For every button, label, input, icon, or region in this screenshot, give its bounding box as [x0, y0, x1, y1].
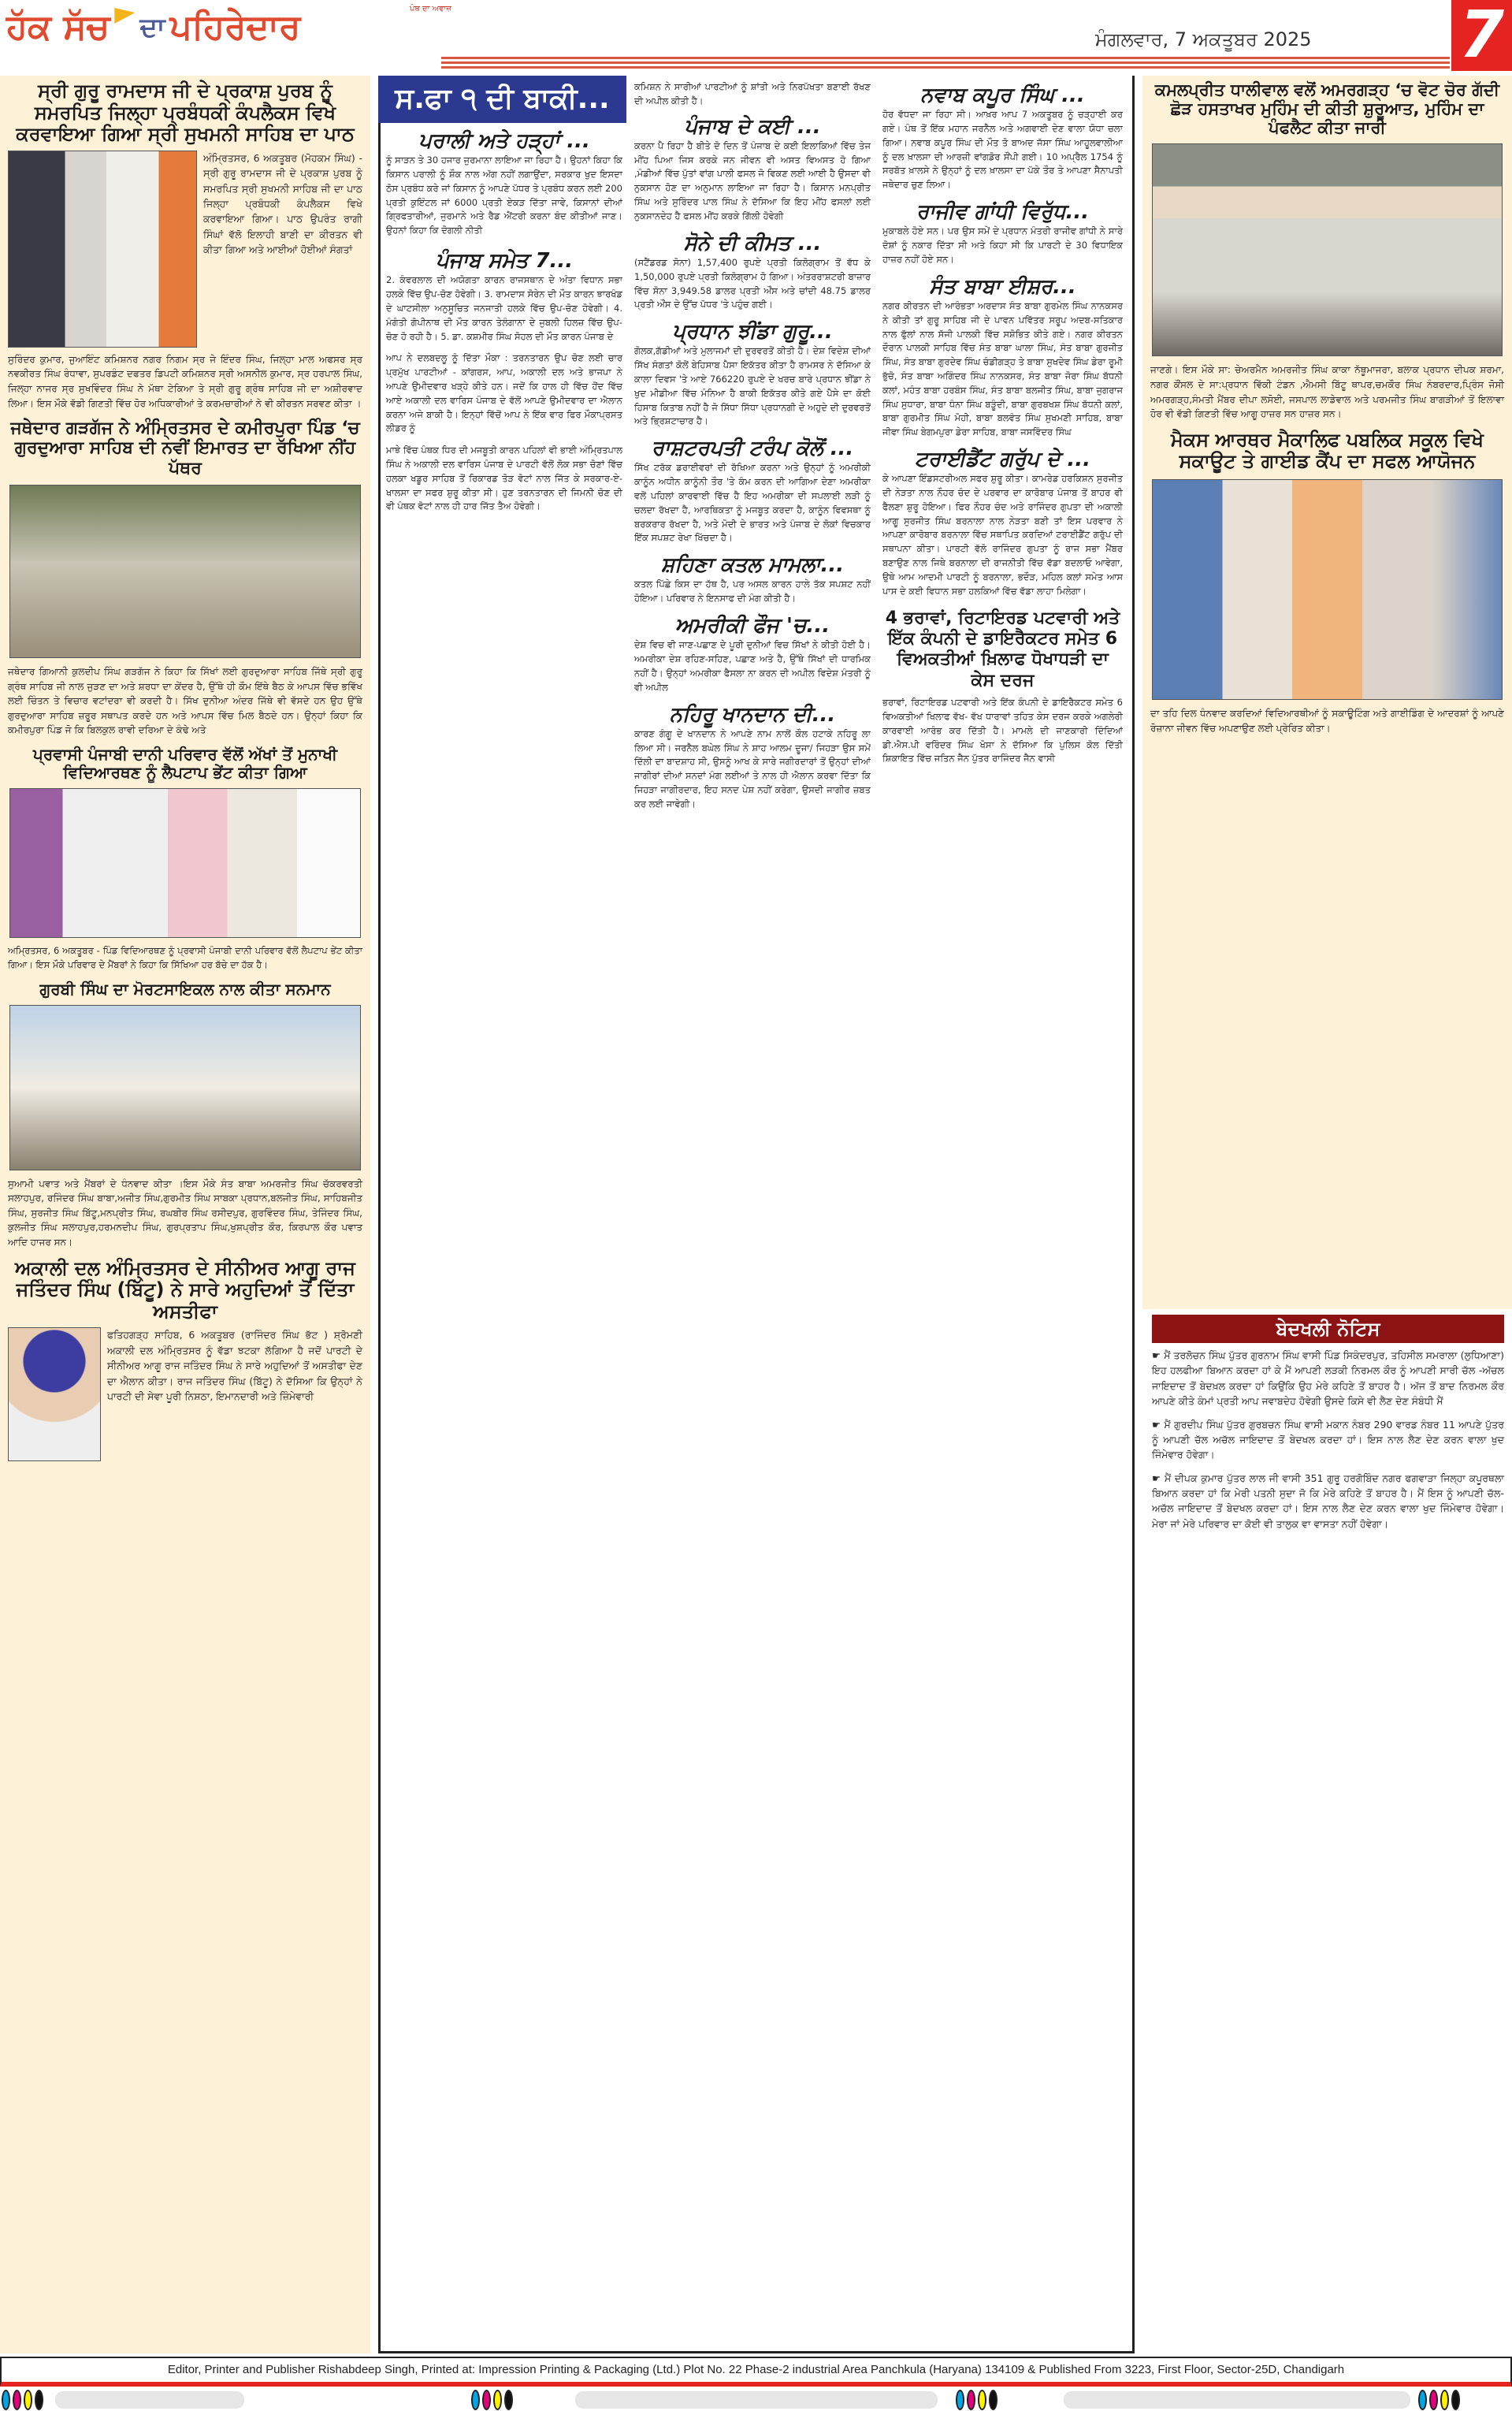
- black-mark-icon: [1451, 2390, 1460, 2410]
- logo-text-2: ਦਾ: [139, 12, 165, 43]
- logo-text-1: ਹੱਕ ਸੱਚ: [6, 7, 110, 47]
- continued-body: ਮੁਕਾਬਲੇ ਹੋਏ ਸਨ। ਪਰ ਉਸ ਸਮੇਂ ਦੇ ਪ੍ਰਧਾਨ ਮੰਤਰੀ ਰਾਜੀਵ ਗਾਂਧੀ ਨੇ ਸਾਰੇ ਦੋਸ਼ਾਂ ਨੂੰ ਨਕਾਰ ਦਿੱਤਾ ਸੀ ਅਤੇ ਕਿਹਾ ਸੀ ਕਿ ਪਾਰਟੀ ਦੇ 30 ਵਿਧਾਇਕ ਹਾਜ਼ਰ ਨਹੀਂ ਹੋਏ ਸਨ।: [882, 225, 1123, 265]
- continued-title[interactable]: ਸ਼ਹਿਣਾ ਕਤਲ ਮਾਮਲਾ...: [660, 553, 845, 578]
- continued-body: 2. ਕੰਵਰਲਾਲ ਦੀ ਅਯੋਗਤਾ ਕਾਰਨ ਰਾਜਸਥਾਨ ਦੇ ਅੰਤਾ ਵਿਧਾਨ ਸਭਾ ਹਲਕੇ ਵਿੱਚ ਉਪ-ਚੋਣ ਹੋਵੇਗੀ। 3. ਰਾਮਦਾਸ ਸੋਰੇਨ ਦੀ ਮੌਤ ਕਾਰਨ ਝਾਰਖੰਡ ਦੇ ਘਾਟਸੀਲਾ ਅਨੁਸੂਚਿਤ ਜਨਜਾਤੀ ਹਲਕੇ ਵਿੱਚ ਉਪ-ਚੋਣ ਹੋਵੇਗੀ। 4. ਮੰਗੰਤੀ ਗੋਪੀਨਾਥ ਦੀ ਮੌਤ ਕਾਰਨ ਤੇਲੰਗਾਨਾ ਦੇ ਜੁਬਲੀ ਹਿਲਜ਼ ਵਿੱਚ ਉਪ-ਚੋਣ ਹੋ ਰਹੀ ਹੈ। 5. ਡਾ. ਕਸ਼ਮੀਰ ਸਿੰਘ ਸੋਹਲ ਦੀ ਮੌਤ ਕਾਰਨ ਪੰਜਾਬ ਦੇ: [386, 274, 622, 342]
- continued-body: ਆਪ ਨੇ ਦਲਬਦਲੂ ਨੂੰ ਦਿੱਤਾ ਮੌਕਾ : ਤਰਨਤਾਰਨ ਉਪ ਚੋਣ ਲਈ ਚਾਰ ਪ੍ਰਮੁੱਖ ਪਾਰਟੀਆਂ - ਕਾਂਗਰਸ, ਆਪ, ਅਕਾਲੀ ਦਲ ਅਤੇ ਭਾਜਪਾ ਨੇ ਆਪਣੇ ਉਮੀਦਵਾਰ ਖੜ੍ਹੇ ਕੀਤੇ ਹਨ। ਜਦੋਂ ਕਿ ਹਾਲ ਹੀ ਵਿੱਚ ਹੋਂਦ ਵਿੱਚ ਆਏ ਅਕਾਲੀ ਦਲ ਵਾਰਿਸ ਪੰਜਾਬ ਦੇ ਵੱਲੋਂ ਆਪਣੇ ਉਮੀਦਵਾਰ ਦਾ ਐਲਾਨ ਕਰਨਾ ਅਜੇ ਬਾਕੀ ਹੈ। ਇਨ੍ਹਾਂ ਵਿੱਚੋਂ ਆਪ ਨੇ ਇੱਕ ਵਾਰ ਫਿਰ ਮੌਕਾਪ੍ਰਸਤ ਲੀਡਰ ਨੂੰ: [386, 352, 622, 434]
- magenta-mark-icon: [482, 2390, 491, 2410]
- yellow-mark-icon: [493, 2390, 502, 2410]
- continued-title[interactable]: ਨਵਾਬ ਕਪੂਰ ਸਿੰਘ ...: [920, 84, 1085, 107]
- story-body-continued: ਸੁਰਿੰਦਰ ਕੁਮਾਰ, ਜੁਆਇੰਟ ਕਮਿਸ਼ਨਰ ਨਗਰ ਨਿਗਮ ਸ੍ਰ ਜੇ ਇੰਦਰ ਸਿੰਘ, ਜਿਲ੍ਹਾ ਮਾਲ ਅਫਸਰ ਸ੍ਰ ਨਵਕੀਰਤ ਸਿੰਘ ਰੰਧਾਵਾ, ਸੁਪਰਡੰਟ ਦਫਤਰ ਡਿਪਟੀ ਕਮਿਸ਼ਨਰ ਸ੍ਰੀ ਅਸਨੀਲ ਕੁਮਾਰ, ਸ੍ਰ ਹਰਪਾਲ ਸਿੰਘ, ਜਿਲ੍ਹਾ ਨਾਜਰ ਸ੍ਰ ਸੁਖਵਿੰਦਰ ਸਿੰਘ ਨੇ ਮੱਥਾ ਟੇਕਿਆ ਤੇ ਸ੍ਰੀ ਗੁਰੂ ਗ੍ਰੰਥ ਸਾਹਿਬ ਜੀ ਦਾ ਅਸ਼ੀਰਵਾਦ ਲਿਆ। ਇਸ ਮੌਕੇ ਵੱਡੀ ਗਿਣਤੀ ਵਿੱਚ ਹੋਰ ਅਧਿਕਾਰੀਆਂ ਤੇ ਕਰਮਚਾਰੀਆਂ ਨੇ ਵੀ ਕੀਰਤਨ ਸਰਵਣ ਕੀਤਾ ।: [8, 353, 362, 409]
- cmyk-marks: [2, 2390, 46, 2411]
- continued-title[interactable]: ਸੋਨੇ ਦੀ ਕੀਮਤ ...: [683, 231, 822, 255]
- cyan-mark-icon: [2, 2390, 10, 2410]
- portrait-photo: [8, 1327, 101, 1461]
- story-photo: [1152, 479, 1503, 700]
- headline[interactable]: ਜਥੇਦਾਰ ਗੜਗੱਜ ਨੇ ਅੰਮ੍ਰਿਤਸਰ ਦੇ ਕਮੀਰਪੁਰਾ ਪਿੰਡ ‘ਚ ਗੁਰਦੁਆਰਾ ਸਾਹਿਬ ਦੀ ਨਵੀਂ ਇਮਾਰਤ ਦਾ ਰੱਖਿਆ ਨੀਂਹ ਪੱਥਰ: [10, 419, 360, 478]
- story-body: ਫਤਿਹਗੜ੍ਹ ਸਾਹਿਬ, 6 ਅਕਤੂਬਰ (ਰਾਜਿੰਦਰ ਸਿੰਘ ਭੱਟ ) ਸ਼੍ਰੋਮਣੀ ਅਕਾਲੀ ਦਲ ਅੰਮ੍ਰਿਤਸਰ ਨੂੰ ਵੱਡਾ ਝਟਕਾ ਲੱਗਿਆ ਹੈ ਜਦੋਂ ਪਾਰਟੀ ਦੇ ਸੀਨੀਅਰ ਆਗੂ ਰਾਜ ਜਤਿੰਦਰ ਸਿੰਘ ਨੇ ਸਾਰੇ ਅਹੁਦਿਆਂ ਤੋਂ ਅਸਤੀਫਾ ਦੇਣ ਦਾ ਐਲਾਨ ਕੀਤਾ। ਰਾਜ ਜਤਿੰਦਰ ਸਿੰਘ (ਬਿੱਟੂ) ਨੇ ਦੱਸਿਆ ਕਿ ਉਨ੍ਹਾਂ ਨੇ ਪਾਰਟੀ ਦੀ ਸੇਵਾ ਪੂਰੀ ਨਿਸ਼ਠਾ, ਇਮਾਨਦਾਰੀ ਅਤੇ ਜ਼ਿੰਮੇਵਾਰੀ: [107, 1329, 362, 1402]
- continued-body: ਨਗਰ ਕੀਰਤਨ ਦੀ ਆਰੰਭਤਾ ਅਰਦਾਸ ਸੰਤ ਬਾਬਾ ਗੁਰਮੇਲ ਸਿੰਘ ਨਾਨਕਸਰ ਨੇ ਕੀਤੀ ਤਾਂ ਗੁਰੂ ਸਾਹਿਬ ਜੀ ਦੇ ਪਾਵਨ ਪਵਿੱਤਰ ਸਰੂਪ ਅਦਬ-ਸਤਿਕਾਰ ਨਾਲ ਫੁੱਲਾਂ ਨਾਲ ਸੱਜੀ ਪਾਲਕੀ ਵਿੱਚ ਸਸ਼ੋਭਿਤ ਕੀਤੇ ਗਏ। ਨਗਰ ਕੀਰਤਨ ਦੌਰਾਨ ਪਾਲਕੀ ਸਾਹਿਬ ਵਿੱਚ ਸੰਤ ਬਾਬਾ ਘਾਲਾ ਸਿੰਘ, ਸੰਤ ਬਾਬਾ ਗੁਰਜੀਤ ਸਿੰਘ, ਸੰਤ ਬਾਬਾ ਗੁਰਦੇਵ ਸਿੰਘ ਚੰਡੀਗੜ੍ਹ ਤੇ ਬਾਬਾ ਸੁਖਦੇਵ ਸਿੰਘ ਡੇਰਾ ਰੂਮੀ ਭੁੱਚੋ, ਸੰਤ ਬਾਬਾ ਅਗਿੰਦਰ ਸਿੰਘ ਨਾਨਕਸਰ, ਸੰਤ ਬਾਬਾ ਜੋਰਾ ਸਿੰਘ ਬੱਧਨੀ ਕਲਾਂ, ਮਹੰਤ ਬਾਬਾ ਹਰਬੰਸ ਸਿੰਘ, ਸੰਤ ਬਾਬਾ ਬਲਜੀਤ ਸਿੰਘ, ਬਾਬਾ ਜੁਗਰਾਜ ਸਿੰਘ ਸੁਧਾਰਾ, ਬਾਬਾ ਧੰਨਾ ਸਿੰਘ ਬੜੂੰਦੀ, ਬਾਬਾ ਗੁਰਬਖਸ਼ ਸਿੰਘ ਬੱਧਨੀ ਕਲਾਂ, ਬਾਬਾ ਗੁਰਮੀਤ ਸਿੰਘ ਮੋਹੀ, ਬਾਬਾ ਬਲਵੰਤ ਸਿੰਘ ਸੁਖਮਣੀ ਸਾਹਿਬ, ਬਾਬਾ ਜੀਵਾ ਸਿੰਘ ਬੇਗਮਪੁਰਾ ਡੇਰਾ ਸਾਹਿਬ, ਬਾਬਾ ਜਸਵਿੰਦਰ ਸਿੰਘ: [882, 300, 1123, 438]
- yellow-mark-icon: [978, 2390, 986, 2410]
- page-number-badge: 7: [1451, 0, 1512, 71]
- masthead: [0, 0, 1512, 73]
- story-body: ਜਥੇਦਾਰ ਗਿਆਨੀ ਕੁਲਦੀਪ ਸਿੰਘ ਗੜਗੱਜ ਨੇ ਕਿਹਾ ਕਿ ਸਿੱਖਾਂ ਲਈ ਗੁਰਦੁਆਰਾ ਸਾਹਿਬ ਜਿੱਥੇ ਸ੍ਰੀ ਗੁਰੂ ਗ੍ਰੰਥ ਸਾਹਿਬ ਜੀ ਨਾਲ ਜੁੜਣ ਦਾ ਅਤੇ ਸ਼ਰਧਾ ਦਾ ਕੇਂਦਰ ਹੈ, ਉੱਥੇ ਹੀ ਕੌਮ ਇੱਥੇ ਬੈਠ ਕੇ ਆਪਸ ਵਿੱਚ ਭਵਿੱਖ ਲਈ ਚਿੰਤਨ ਤੇ ਵਿਚਾਰ ਵਟਾਂਦਰਾ ਵੀ ਕਰਦੀ ਹੈ। ਸਿੱਖ ਦੁਨੀਆ ਅੰਦਰ ਜਿੱਥੇ ਵੀ ਵੱਸਦੇ ਹਨ ਉਹ ਉੱਥੇ ਗੁਰਦੁਆਰਾ ਸਾਹਿਬ ਜ਼ਰੂਰ ਸਥਾਪਤ ਕਰਦੇ ਹਨ ਅਤੇ ਆਪਸ ਵਿੱਚ ਮਿਲ ਬੈਠਦੇ ਹਨ। ਉਨ੍ਹਾਂ ਕਿਹਾ ਕਿ ਕਮੀਰਪੁਰਾ ਪਿੰਡ ਜੋ ਕਿ ਬਿਲਕੁਲ ਰਾਵੀ ਦਰਿਆ ਦੇ ਕੰਢੇ ਅਤੇ: [8, 666, 362, 736]
- headline[interactable]: ਪ੍ਰਵਾਸੀ ਪੰਜਾਬੀ ਦਾਨੀ ਪਰਿਵਾਰ ਵੱਲੋਂ ਅੱਖਾਂ ਤੋਂ ਮੁਨਾਖੀ ਵਿਦਿਆਰਥਣ ਨੂੰ ਲੈਪਟਾਪ ਭੇਂਟ ਕੀਤਾ ਗਿਆ: [32, 745, 338, 783]
- continued-column-4: [882, 84, 1123, 2346]
- story-photo: [9, 1005, 361, 1170]
- story-body: ਅੰਮ੍ਰਿਤਸਰ, 6 ਅਕਤੂਬਰ (ਮੋਹਕਮ ਸਿੰਘ) - ਸ੍ਰੀ ਗੁਰੂ ਰਾਮਦਾਸ ਜੀ ਦੇ ਪ੍ਰਕਾਸ਼ ਪੁਰਬ ਨੂੰ ਸਮਰਪਿਤ ਸ੍ਰੀ ਸੁਖਮਨੀ ਸਾਹਿਬ ਜੀ ਦਾ ਪਾਠ ਜਿਲ੍ਹਾ ਪ੍ਰਬੰਧਕੀ ਕੰਪਲੈਕਸ ਵਿਖੇ ਕਰਵਾਇਆ ਗਿਆ। ਪਾਠ ਉਪਰੰਤ ਰਾਗੀ ਸਿੰਘਾਂ ਵੱਲੋ ਇਲਾਹੀ ਬਾਣੀ ਦਾ ਕੀਰਤਨ ਵੀ ਕੀਤਾ ਗਿਆ ਅਤੇ ਆਈਆਂ ਹੋਈਆਂ ਸੰਗਤਾਂ: [203, 151, 362, 256]
- continued-body: ਦੇਸ਼ ਵਿਚ ਵੀ ਜਾਣ-ਪਛਾਣ ਦੇ ਪੂਰੀ ਦੁਨੀਆਂ ਵਿਚ ਸਿੱਖਾਂ ਨੇ ਕੀਤੀ ਹੋਈ ਹੈ। ਅਮਰੀਕਾ ਦੇਸ਼ ਰਹਿਣ-ਸਹਿਣ, ਪਛਾਣ ਅਤੇ ਹੈ, ਉੱਥੇ ਸਿੱਖਾਂ ਦੀ ਧਾਰਮਿਕ ਨਹੀਂ ਹੈ। ਉਨ੍ਹਾਂ ਅਮਰੀਕਾ ਫੈਸਲਾ ਨਾ ਕਰਨ ਦੀ ਅਪੀਲ ਵਿਦੇਸ਼ ਮੰਤਰੀ ਨੂੰ ਵੀ ਅਪੀਲ: [634, 639, 871, 693]
- issue-date: ਮੰਗਲਵਾਰ, 7 ਅਕਤੂਬਰ 2025: [1095, 28, 1312, 50]
- continued-body: ਕਾਰਣ ਗੰਗੂ ਦੇ ਖਾਨਦਾਨ ਨੇ ਆਪਣੇ ਨਾਮ ਨਾਲੋਂ ਕੌਲ ਹਟਾਕੇ ਨਹਿਰੂ ਲਾ ਲਿਆ ਸੀ। ਜਰਨੈਲ ਬਘੇਲ ਸਿੰਘ ਨੇ ਸ਼ਾਹ ਆਲਮ ਦੂਜਾ/ ਜਿਹੜਾ ਉਸ ਸਮੇਂ ਦਿੱਲੀ ਦਾ ਬਾਦਸ਼ਾਹ ਸੀ, ਉਸਨੂੰ ਆਖ ਕੇ ਸਾਰੇ ਜਗੀਰਦਾਰਾਂ ਤੋਂ ਉਨ੍ਹਾਂ ਦੀਆਂ ਜਾਗੀਰਾਂ ਦੀਆਂ ਸਨਦਾਂ ਮੰਗ ਲਈਆਂ ਤੇ ਨਾਲ ਹੀ ਐਲਾਨ ਕਰਵਾ ਦਿੱਤਾ ਕਿ ਜਿਹੜਾ ਜਾਗੀਰਦਾਰ, ਇਹ ਸਨਦ ਪੇਸ਼ ਨਹੀਂ ਕਰੇਗਾ, ਉਸਦੀ ਜਾਗੀਰ ਜ਼ਬਤ ਕਰ ਲਈ ਜਾਵੇਗੀ।: [634, 727, 871, 809]
- cyan-mark-icon: [471, 2390, 480, 2410]
- newspaper-logo[interactable]: [6, 2, 300, 54]
- story-motorcycle-honour: [8, 980, 362, 1250]
- pointing-hand-icon: ☛: [1152, 1418, 1165, 1431]
- black-mark-icon: [989, 2390, 997, 2410]
- pointing-hand-icon: ☛: [1152, 1349, 1165, 1361]
- story-body: ਜਾਣਗੇ। ਇਸ ਮੌਕੇ ਸਾ: ਚੇਅਰਮੈਨ ਅਮਰਜੀਤ ਸਿੰਘ ਕਾਕਾ ਨੱਥੂਮਾਜਰਾ, ਬਲਾਕ ਪ੍ਰਧਾਨ ਦੀਪਕ ਸ਼ਰਮਾ, ਨਗਰ ਕੌਂਸਲ ਦੇ ਸਾ:ਪ੍ਰਧਾਨ ਵਿੱਕੀ ਟੰਡਨ ,ਐਮਸੀ ਬਿੱਟੂ ਥਾਪਰ,ਚਮਕੌਰ ਸਿੰਘ ਨੰਬਰਦਾਰ,ਪ੍ਰਿੰਸ ਜੋਸੀ ਅਮਰਗੜ੍ਹ,ਸੰਮਤੀ ਮੈਂਬਰ ਦੀਪਾ ਲਸੋਈ, ਜਸਪਾਲ ਲਾਡੇਵਾਲ ਅਤੇ ਪਰਮਜੀਤ ਸਿੰਘ ਬਾਗੜੀਆਂ ਤੋਂ ਇਲਾਵਾ ਹੋਰ ਵੀ ਵੱਡੀ ਗਿਣਤੀ ਵਿੱਚ ਆਗੂ ਹਾਜ਼ਰ ਸਨ ਹਾਜ਼ਰ ਸਨ।: [1150, 364, 1504, 420]
- headline[interactable]: ਸ੍ਰੀ ਗੁਰੂ ਰਾਮਦਾਸ ਜੀ ਦੇ ਪ੍ਰਕਾਸ਼ ਪੁਰਬ ਨੂੰ ਸਮਰਪਿਤ ਜਿਲ੍ਹਾ ਪ੍ਰਬੰਧਕੀ ਕੰਪਲੈਕਸ ਵਿਖੇ ਕਰਵਾਇਆ ਗਿਆ ਸ੍ਰੀ ਸੁਖਮਨੀ ਸਾਹਿਬ ਦਾ ਪਾਠ: [16, 80, 355, 146]
- story-photo: [1152, 143, 1503, 356]
- cmyk-marks: [471, 2390, 515, 2411]
- story-headline[interactable]: 4 ਭਰਾਵਾਂ, ਰਿਟਾਇਰਡ ਪਟਵਾਰੀ ਅਤੇ ਇੱਕ ਕੰਪਨੀ ਦੇ ਡਾਇਰੈਕਟਰ ਸਮੇਤ 6 ਵਿਅਕਤੀਆਂ ਖ਼ਿਲਾਫ ਧੋਖਾਧੜੀ ਦਾ ਕੇਸ ਦਰਜ: [885, 608, 1120, 690]
- left-column: [0, 76, 370, 2353]
- continued-body: ਕੇ ਆਪਣਾ ਇੰਡਸਟਰੀਅਲ ਸਫਰ ਸ਼ੁਰੂ ਕੀਤਾ। ਕਾਮਰੇਡ ਹਰਕਿਸ਼ਨ ਸੁਰਜੀਤ ਦੀ ਨੇੜਤਾ ਨਾਲ ਨੌਹਰ ਚੰਦ ਦੇ ਪਰਵਾਰ ਦਾ ਕਾਰੋਬਾਰ ਪੰਜਾਬ ਤੋਂ ਬਾਹਰ ਵੀ ਫੈਲਣਾ ਸ਼ੁਰੂ ਹੋਇਆ। ਫਿਰ ਨੌਹਰ ਚੰਦ ਅਤੇ ਰਾਜਿੰਦਰ ਗੁਪਤਾ ਦੀ ਅਕਾਲੀ ਆਗੂ ਸੁਰਜੀਤ ਸਿੰਘ ਬਰਨਾਲਾ ਨਾਲ ਨੇੜਤਾ ਬਣੀ ਤਾਂ ਇਸ ਪਰਵਾਰ ਨੇ ਆਪਣਾ ਕਾਰੋਬਾਰ ਬਰਨਾਲਾ ਵਿੱਚ ਸਥਾਪਿਤ ਕਰਦਿਆਂ ਟਰਾਈਡੈਂਟ ਗਰੁੱਪ ਦੀ ਸਥਾਪਨਾ ਕੀਤਾ। ਪਾਰਟੀ ਵੱਲੋ ਰਾਜਿੰਦਰ ਗੁਪਤਾ ਨੂੰ ਰਾਜ ਸਭਾ ਮੈਂਬਰ ਬਣਾਉਣ ਨਾਲ ਜਿਥੇ ਬਰਨਾਲਾ ਦੀ ਰਾਜਨੀਤੀ ਵਿੱਚ ਵੱਡਾ ਬਦਲਾਓ ਆਵੇਗਾ, ਉਥੇ ਆਮ ਆਦਮੀ ਪਾਰਟੀ ਨੂੰ ਬਰਨਾਲਾ, ਭਦੌੜ, ਮਹਿਲ ਕਲਾਂ ਸਮੇਤ ਆਸ ਪਾਸ ਦੇ ਕਈ ਵਿਧਾਨ ਸਭਾ ਹਲਕਿਆਂ ਵਿੱਚ ਵੱਡਾ ਲਾਹਾ ਮਿਲੇਗਾ।: [882, 473, 1123, 597]
- headline[interactable]: ਕਮਲਪ੍ਰੀਤ ਧਾਲੀਵਾਲ ਵਲੋਂ ਅਮਰਗੜ੍ਹ ‘ਚ ਵੋਟ ਚੋਰ ਗੱਦੀ ਛੋੜ ਹਸਤਾਖਰ ਮੁਹਿੰਮ ਦੀ ਕੀਤੀ ਸ਼ੁਰੂਆਤ, ਮੁਹਿੰਮ ਦਾ ਪੰਫਲੈਟ ਕੀਤਾ ਜਾਰੀ: [1154, 80, 1500, 138]
- continued-title[interactable]: ਪ੍ਰਧਾਨ ਝੀਂਡਾ ਗੁਰੂ...: [672, 320, 833, 344]
- notice-item: ☛ ਮੈਂ ਤਰਲੋਚਨ ਸਿੰਘ ਪੁੱਤਰ ਗੁਰਨਾਮ ਸਿੰਘ ਵਾਸੀ ਪਿੰਡ ਸਿਕੰਦਰਪੁਰ, ਤਹਿਸੀਲ ਸਮਰਾਲਾ (ਲੁਧਿਆਣਾ) ਇਹ ਹਲਫੀਆ ਬਿਆਨ ਕਰਦਾ ਹਾਂ ਕੇ ਮੈਂ ਆਪਣੀ ਲੜਕੀ ਨਿਰਮਲ ਕੌਰ ਨੂੰ ਆਪਣੀ ਸਾਰੀ ਚੱਲ -ਅੱਚਲ ਜਾਇਦਾਦ ਤੋਂ ਬੇਦਖ਼ਲ ਕਰਦਾ ਹਾਂ ਕਿਉਂਕਿ ਉਹ ਮੇਰੇ ਕਹਿਣੇ ਤੋਂ ਬਾਹਰ ਹੈ। ਅੱਜ ਤੋਂ ਬਾਦ ਨਿਰਮਲ ਕੌਰ ਆਪਣੇ ਕੀਤੇ ਕੰਮਾਂ ਪ੍ਰਤੀ ਆਪ ਜਵਾਬਦੇਹ ਹੋਵੇਗੀ ਉਸਦੇ ਕਿਸੇ ਵੀ ਲੈਣ ਦੇਣ ਸੰਬੰਧੀ ਮੈਂ: [1152, 1349, 1504, 1408]
- story-vote-chor-campaign: [1150, 80, 1504, 422]
- headline[interactable]: ਗੁਰਬੀ ਸਿੰਘ ਦਾ ਮੋਰਟਸਾਇਕਲ ਨਾਲ ਕੀਤਾ ਸਨਮਾਨ: [39, 979, 331, 999]
- grey-bar: [575, 2391, 938, 2409]
- black-mark-icon: [504, 2390, 513, 2410]
- continued-body: ਮਾਝੇ ਵਿੱਚ ਪੰਥਕ ਧਿਰ ਦੀ ਮਜਬੂਤੀ ਕਾਰਨ ਪਹਿਲਾਂ ਵੀ ਭਾਈ ਅੰਮ੍ਰਿਤਪਾਲ ਸਿੰਘ ਨੇ ਅਕਾਲੀ ਦਲ ਵਾਰਿਸ ਪੰਜਾਬ ਦੇ ਪਾਰਟੀ ਵੱਲੋਂ ਲੋਕ ਸਭਾ ਚੋਣਾਂ ਵਿੱਚ ਹਲਕਾ ਖਡੂਰ ਸਾਹਿਬ ਤੋਂ ਰਿਕਾਰਡ ਤੋੜ ਵੋਟਾਂ ਨਾਲ ਜਿੱਤ ਕੇ ਸਰਕਾਰ-ਏ-ਖਾਲਸਾ ਦਾ ਸਫਰ ਸ਼ੁਰੂ ਕੀਤਾ ਸੀ। ਹੁਣ ਤਰਨਤਾਰਨ ਦੀ ਜਿਮਨੀ ਚੋਣ ਦੀ ਵੀ ਪੰਥਕ ਵੋਟਾਂ ਨਾਲ ਹੀ ਹਾਰ ਜਿੱਤ ਤੈਅ ਹੋਵੇਗੀ।: [386, 445, 622, 512]
- story-photo: [9, 485, 361, 658]
- cmyk-marks: [1418, 2390, 1462, 2411]
- magenta-mark-icon: [13, 2390, 21, 2410]
- story-gurdwara-foundation: [8, 419, 362, 738]
- story-body: ਦਾ ਤਹਿ ਦਿਲ ਧੰਨਵਾਦ ਕਰਦਿਆਂ ਵਿਦਿਆਰਥੀਆਂ ਨੂੰ ਸਕਾਊਟਿੰਗ ਅਤੇ ਗਾਈਡਿੰਗ ਦੇ ਆਦਰਸ਼ਾਂ ਨੂੰ ਆਪਣੇ ਰੋਜ਼ਾਨਾ ਜੀਵਨ ਵਿੱਚ ਅਪਣਾਉਣ ਲਈ ਪ੍ਰੇਰਿਤ ਕੀਤਾ।: [1150, 707, 1504, 734]
- continued-title[interactable]: ਰਾਸ਼ਟਰਪਤੀ ਟਰੰਪ ਕੋਲੋਂ ...: [651, 437, 854, 461]
- continued-title[interactable]: ਸੰਤ ਬਾਬਾ ਈਸ਼ਰ...: [929, 274, 1076, 299]
- notice-title: ਬੇਦਖਲੀ ਨੋਟਿਸ: [1152, 1315, 1504, 1343]
- story-body: ਭਰਾਵਾਂ, ਰਿਟਾਇਰਡ ਪਟਵਾਰੀ ਅਤੇ ਇੱਕ ਕੰਪਨੀ ਦੇ ਡਾਇਰੈਕਟਰ ਸਮੇਤ 6 ਵਿਅਕਤੀਆਂ ਖਿਲਾਫ ਵੱਖ- ਵੱਖ ਧਾਰਾਵਾਂ ਤਹਿਤ ਕੇਸ ਦਰਜ ਕਰਕੇ ਅਗਲੇਰੀ ਕਾਰਵਾਈ ਆਰੰਭ ਕਰ ਦਿੱਤੀ ਹੈ। ਮਾਮਲੇ ਦੀ ਜਾਣਕਾਰੀ ਦਿੰਦਿਆਂ ਡੀ.ਐਸ.ਪੀ ਵਰਿੰਦਰ ਸਿੰਘ ਖੋਸਾ ਨੇ ਦੱਸਿਆ ਕਿ ਪੁਲਿਸ ਕੋਲ ਦਿੱਤੀ ਸ਼ਿਕਾਇਤ ਵਿੱਚ ਜਤਿਨ ਜੈਨ ਪੁੱਤਰ ਰਾਜਿੰਦਰ ਜੈਨ ਵਾਸੀ: [882, 697, 1123, 765]
- story-sukhmani-path: [8, 80, 362, 411]
- continued-title[interactable]: ਰਾਜੀਵ ਗਾਂਧੀ ਵਿਰੁੱਧ...: [916, 200, 1090, 225]
- continued-body: ਗੋਲਕ,ਗੱਡੀਆਂ ਅਤੇ ਮੁਲਾਜਮਾਂ ਦੀ ਦੁਰਵਰਤੋਂ ਕੀਤੀ ਹੈ। ਦੇਸ਼ ਵਿਦੇਸ਼ ਦੀਆਂ ਸਿੱਖ ਸੰਗਤਾਂ ਕੋਲੋਂ ਬੇਹਿਸਾਬ ਪੈਸਾ ਇਕੱਤਰ ਕੀਤਾ ਹੈ ਰਾਮਸਰ ਨੇ ਦੱਸਿਆ ਕੇ ਕਾਲਾ ਦਿਵਸ 'ਤੇ ਆਏ 766220 ਰੁਪਏ ਦੇ ਖਰਚ ਬਾਰੇ ਪ੍ਰਧਾਨ ਝੀਂਡਾ ਨੇ ਖੁਦ ਮੀਡੀਆ ਵਿੱਚ ਮੰਨਿਆ ਹੈ ਬਾਕੀ ਇਕੱਤਰ ਕੀਤੇ ਗਏ ਪੈਸੇ ਦਾ ਕੋਈ ਹਿਸਾਬ ਕਿਤਾਬ ਨਹੀਂ ਹੈ ਜੋ ਸਿੱਧਾ ਸਿੱਧਾ ਪ੍ਰਧਾਨਗੀ ਦੇ ਅਹੁਦੇ ਦੀ ਦੁਰਵਰਤੋਂ ਅਤੇ ਭ੍ਰਿਸ਼ਟਾਚਾਰ ਹੈ।: [634, 345, 871, 427]
- continued-title[interactable]: ਟਰਾਈਡੈਂਟ ਗਰੁੱਪ ਦੇ ...: [915, 448, 1090, 471]
- continued-column-3: [634, 80, 871, 2346]
- registration-marks: [0, 2390, 1512, 2411]
- continued-body: ਕਮਿਸ਼ਨ ਨੇ ਸਾਰੀਆਂ ਪਾਰਟੀਆਂ ਨੂੰ ਸ਼ਾਂਤੀ ਅਤੇ ਨਿਰਪੱਖਤਾ ਬਣਾਈ ਰੱਖਣ ਦੀ ਅਪੀਲ ਕੀਤੀ ਹੈ।: [634, 81, 871, 106]
- story-akali-resignation: [8, 1258, 362, 1462]
- publisher-imprint: Editor, Printer and Publisher Rishabdeep Singh, Printed at: Impression Printing & Packaging (Ltd.) Plot No. 22 Phase-2 industrial Area Panchkula (Haryana) 134109 & Published From 3223, First Floor, Sector-25D, Chandigarh: [0, 2357, 1512, 2387]
- headline[interactable]: ਮੈਕਸ ਆਰਥਰ ਮੈਕਾਲਿਫ ਪਬਲਿਕ ਸਕੂਲ ਵਿਖੇ ਸਕਾਊਟ ਤੇ ਗਾਈਡ ਕੈਂਪ ਦਾ ਸਫਲ ਆਯੋਜਨ: [1171, 428, 1484, 473]
- black-mark-icon: [35, 2390, 43, 2410]
- section-band: ਸ.ਫਾ ੧ ਦੀ ਬਾਕੀ...: [378, 76, 626, 123]
- pointing-hand-icon: ☛: [1152, 1472, 1165, 1484]
- continued-body: ਕਰਨਾ ਪੈ ਰਿਹਾ ਹੈ ਬੀਤੇ ਦੋ ਦਿਨ ਤੋਂ ਪੰਜਾਬ ਦੇ ਕਈ ਇਲਾਕਿਆਂ ਵਿੱਚ ਤੇਜ ਮੀਂਹ ਪਿਆ ਜਿਸ ਕਰਕੇ ਜਨ ਜੀਵਨ ਵੀ ਅਸਤ ਵਿਅਸਤ ਹੋ ਗਿਆ ,ਮੰਡੀਆਂ ਵਿੱਚ ਪੁੱਤਾਂ ਵਾਂਗ ਪਾਲੀ ਫਸਲ ਜੋ ਵਿਕਣ ਲਈ ਆਈ ਹੈ ਉਸਦਾ ਵੀ ਨੁਕਸਾਨ ਹੋਣ ਦਾ ਅਨੁਮਾਨ ਲਾਇਆ ਜਾ ਰਿਹਾ ਹੈ। ਕਿਸਾਨ ਮਨਪ੍ਰੀਤ ਸਿੰਘ ਅਤੇ ਸੁਰਿੰਦਰ ਪਾਲ ਸਿੰਘ ਨੇ ਦੱਸਿਆ ਕਿ ਇਹ ਮੀਂਹ ਫਸਲਾਂ ਲਈ ਨੁਕਸਾਨਦੇਹ ਹੈ ਫਸਲ ਮੀਂਹ ਕਰਕੇ ਗਿੱਲੀ ਹੋਵੇਗੀ: [634, 140, 871, 221]
- grey-bar: [1064, 2391, 1410, 2409]
- continued-title[interactable]: ਨਹਿਰੂ ਖਾਨਦਾਨ ਦੀ...: [669, 702, 836, 727]
- flag-icon: [114, 8, 135, 24]
- continued-title[interactable]: ਪੰਜਾਬ ਸਮੇਤ 7...: [435, 249, 574, 273]
- notice-list: [1152, 1348, 1504, 1531]
- magenta-mark-icon: [1429, 2390, 1438, 2410]
- continued-body: ਹੋਰ ਵੱਧਦਾ ਜਾ ਰਿਹਾ ਸੀ। ਆਖ਼ਰ ਆਪ 7 ਅਕਤੂਬਰ ਨੂੰ ਚੜ੍ਹਾਈ ਕਰ ਗਏ। ਪੰਥ ਤੋਂ ਇੱਕ ਮਹਾਨ ਜਰਨੈਲ ਅਤੇ ਅਗਵਾਈ ਦੇਣ ਵਾਲਾ ਯੋਧਾ ਚਲਾ ਗਿਆ। ਨਵਾਬ ਕਪੂਰ ਸਿੰਘ ਦੀ ਮੌਤ ਤੋ ਬਾਅਦ ਜੱਸਾ ਸਿੰਘ ਆਹੂਲਵਾਲੀਆ ਨੂੰ ਦਲ ਖ਼ਾਲਸਾ ਦੀ ਆਰਜ਼ੀ ਵਾਂਗਡੋਰ ਸੌਂਪੀ ਗਈ। 10 ਅਪ੍ਰੈਲ 1754 ਨੂੰ ਸਰਬੱਤ ਖ਼ਾਲਸੇ ਨੇ ਉਨ੍ਹਾਂ ਨੂੰ ਦਲ ਖ਼ਾਲਸਾ ਦਾ ਪੱਕੇ ਤੌਰ ਤੇ ਆਪਣਾ ਸੈਨਾਪਤੀ ਜਥੇਦਾਰ ਚੁਣ ਲਿਆ।: [882, 109, 1123, 191]
- cmyk-marks: [956, 2390, 1000, 2411]
- story-photo: [9, 788, 361, 938]
- yellow-mark-icon: [24, 2390, 32, 2410]
- eviction-notice-section: [1144, 1315, 1512, 2351]
- notice-item: ☛ ਮੈਂ ਗੁਰਦੀਪ ਸਿੰਘ ਪੁੱਤਰ ਗੁਰਬਚਨ ਸਿੰਘ ਵਾਸੀ ਮਕਾਨ ਨੰਬਰ 290 ਵਾਰਡ ਨੰਬਰ 11 ਆਪਣੇ ਪੁੱਤਰ ਨੂੰ ਆਪਣੀ ਚੱਲ ਅਚੱਲ ਜਾਇਦਾਦ ਤੋਂ ਬੇਦਖਲ ਕਰਦਾ ਹਾਂ। ਇਸ ਨਾਲ ਲੈਣ ਦੇਣ ਕਰਨ ਵਾਲਾ ਖੁਦ ਜਿੰਮੇਵਾਰ ਹੋਵੇਗਾ।: [1152, 1418, 1504, 1461]
- continued-title[interactable]: ਪੰਜਾਬ ਦੇ ਕਈ ...: [684, 114, 821, 139]
- cyan-mark-icon: [1418, 2390, 1427, 2410]
- continued-body: ਨੂੰ ਸਾੜਨ ਤੇ 30 ਹਜਾਰ ਜੁਰਮਾਨਾ ਲਾਇਆ ਜਾ ਰਿਹਾ ਹੈ। ਉਹਨਾਂ ਕਿਹਾ ਕਿ ਕਿਸਾਨ ਪਰਾਲੀ ਨੂੰ ਸ਼ੌਕ ਨਾਲ ਅੱਗ ਨਹੀਂ ਲਗਾਉਂਦਾ, ਸਰਕਾਰ ਖੁਦ ਇਸਦਾ ਠੋਸ ਪ੍ਰਬੰਧ ਕਰੇ ਜਾਂ ਕਿਸਾਨ ਨੂੰ ਆਪਣੇ ਪੱਧਰ ਤੇ ਪ੍ਰਬੰਧ ਕਰਨ ਲਈ 200 ਪ੍ਰਤੀ ਕੁਇੰਟਲ ਜਾਂ 6000 ਪ੍ਰਤੀ ਏਕੜ ਦਿੱਤਾ ਜਾਵੇ, ਕਿਸਾਨਾਂ ਦੀਆਂ ਗ੍ਰਿਫਤਾਰੀਆਂ, ਜੁਰਮਾਨੇ ਅਤੇ ਰੈਡ ਐਂਟਰੀ ਕਰਨਾ ਬੰਦ ਕੀਤੀਆਂ ਜਾਣ। ਉਹਨਾਂ ਕਿਹਾ ਕਿ ਦੋਗਲੀ ਨੀਤੀ: [386, 154, 622, 236]
- story-body: ਸੁਆਮੀ ਪਵਾਤ ਅਤੇ ਮੈਂਬਰਾਂ ਦੇ ਧੰਨਵਾਦ ਕੀਤਾ ।ਇਸ ਮੌਕੇ ਸੰਤ ਬਾਬਾ ਅਮਰਜੀਤ ਸਿੰਘ ਚੱਕਰਵਰਤੀ ਸਲਾਹਪੁਰ, ਰਜਿੰਦਰ ਸਿੰਘ ਬਾਬਾ,ਅਜੀਤ ਸਿੰਘ,ਗੁਰਮੀਤ ਸਿੰਘ ਸਾਬਕਾ ਪ੍ਰਧਾਨ,ਬਲਜੀਤ ਸਿੰਘ, ਸਾਹਿਬਜੀਤ ਸਿੰਘ, ਸੁਰਜੀਤ ਸਿੰਘ ਬਿੱਟੂ,ਮਨਪ੍ਰੀਤ ਸਿੰਘ, ਰਘਬੀਰ ਸਿੰਘ ਰਸੀਦਪੁਰ, ਗੁਰਵਿੰਦਰ ਸਿੰਘ, ਤੇਜਿੰਦਰ ਸਿੰਘ, ਕੁਲਜੀਤ ਸਿੰਘ ਸਲਾਹਪੁਰ,ਹਰਮਨਦੀਪ ਸਿੰਘ, ਗੁਰਪ੍ਰਤਾਪ ਸਿੰਘ,ਖੁਸ਼ਪ੍ਰੀਤ ਕੌਰ, ਕਿਰਪਾਲ ਕੌਰ ਪਵਾਤ ਆਦਿ ਹਾਜਰ ਸਨ।: [8, 1178, 362, 1248]
- continued-body: ਕਤਲ ਪਿੱਛੇ ਕਿਸ ਦਾ ਹੱਥ ਹੈ, ਪਰ ਅਸਲ ਕਾਰਨ ਹਾਲੇ ਤੱਕ ਸਪਸ਼ਟ ਨਹੀਂ ਹੋਇਆ। ਪਰਿਵਾਰ ਨੇ ਇਨਸਾਫ ਦੀ ਮੰਗ ਕੀਤੀ ਹੈ।: [634, 579, 871, 605]
- story-scout-guide-camp: [1150, 430, 1504, 735]
- continued-title[interactable]: ਪਰਾਲੀ ਅਤੇ ਹੜ੍ਹਾਂ ...: [418, 129, 590, 153]
- story-laptop-gift: [8, 746, 362, 973]
- cyan-mark-icon: [956, 2390, 964, 2410]
- logo-text-3: ਪਹਿਰੇਦਾਰ: [169, 7, 301, 47]
- yellow-mark-icon: [1440, 2390, 1449, 2410]
- story-photo: [8, 151, 197, 348]
- right-column: [1142, 76, 1512, 1309]
- continued-title[interactable]: ਅਮਰੀਕੀ ਫੌਜ 'ਚ...: [674, 614, 830, 638]
- tagline: ਪੰਥ ਦਾ ਅਵਾਜ਼: [410, 5, 451, 13]
- notice-item: ☛ ਮੈਂ ਦੀਪਕ ਕੁਮਾਰ ਪੁੱਤਰ ਲਾਲ ਜੀ ਵਾਸੀ 351 ਗੁਰੂ ਹਰਗੋਬਿੰਦ ਨਗਰ ਫਗਵਾੜਾ ਜਿਲ੍ਹਾ ਕਪੂਰਥਲਾ ਬਿਆਨ ਕਰਦਾ ਹਾਂ ਕਿ ਮੇਰੀ ਪਤਨੀ ਸੁਦਾ ਜੋ ਕਿ ਮੇਰੇ ਕਹਿਣੇ ਤੋਂ ਬਾਹਰ ਹੈ। ਮੈਂ ਇਸ ਨੂੰ ਆਪਣੀ ਚੱਲ-ਅਚੱਲ ਜਾਇਦਾਦ ਤੋਂ ਬੇਦਖਲ ਕਰਦਾ ਹਾਂ। ਇਸ ਨਾਲ ਲੈਣ ਦੇਣ ਕਰਨ ਵਾਲਾ ਖੁਦ ਜਿੰਮੇਵਾਰ ਹੋਵੇਗਾ। ਮੇਰਾ ਜਾਂ ਮੇਰੇ ਪਰਿਵਾਰ ਦਾ ਕੋਈ ਵੀ ਤਾਲੁਕ ਵਾ ਵਾਸਤਾ ਨਹੀਂ ਹੋਵੇਗਾ।: [1152, 1472, 1504, 1530]
- masthead-rules: [441, 57, 1450, 71]
- continued-section: [378, 76, 1135, 2353]
- grey-bar: [55, 2391, 244, 2409]
- continued-column-2: [386, 129, 622, 2344]
- continued-body: (ਸਟੈਂਡਰਡ ਸੋਨਾ) 1,57,400 ਰੁਪਏ ਪ੍ਰਤੀ ਕਿਲੋਗ੍ਰਾਮ ਤੋਂ ਵੱਧ ਕੇ 1,50,000 ਰੁਪਏ ਪ੍ਰਤੀ ਕਿਲੋਗ੍ਰਾਮ ਹੋ ਗਿਆ। ਅੰਤਰਰਾਸ਼ਟਰੀ ਬਾਜ਼ਾਰ ਵਿੱਚ ਸੋਨਾ 3,949.58 ਡਾਲਰ ਪ੍ਰਤੀ ਔਂਸ ਅਤੇ ਚਾਂਦੀ 48.75 ਡਾਲਰ ਪ੍ਰਤੀ ਔਂਸ ਦੇ ਉੱਚ ਪੱਧਰ 'ਤੇ ਪਹੁੰਚ ਗਈ।: [634, 256, 871, 311]
- continued-body: ਸਿੱਖ ਟਰੱਕ ਡਰਾਈਵਰਾਂ ਦੀ ਰੱਖਿਆ ਕਰਨਾ ਅਤੇ ਉਨ੍ਹਾਂ ਨੂੰ ਅਮਰੀਕੀ ਕਾਨੂੰਨ ਅਧੀਨ ਕਾਨੂੰਨੀ ਤੌਰ 'ਤੇ ਕੰਮ ਕਰਨ ਦੀ ਆਗਿਆ ਦੇਣਾ ਅਮਰੀਕਾ ਵਲੋਂ ਪਹਿਲਾਂ ਕਾਰਵਾਈ ਵਿੱਚ ਹੈ ਇਹ ਅਮਰੀਕਾ ਦੀ ਸਪਲਾਈ ਲੜੀ ਨੂੰ ਚਲਦਾ ਰੱਖਦਾ ਹੈ, ਆਰਥਿਕਤਾ ਨੂੰ ਮਜਬੂਤ ਕਰਦਾ ਹੈ, ਕਾਨੂੰਨ ਵਿਵਸਥਾ ਨੂੰ ਬਰਕਰਾਰ ਰੱਖਦਾ ਹੈ, ਅਤੇ ਮੋਦੀ ਦੇ ਭਾਰਤ ਅਤੇ ਪੰਜਾਬ ਦੇ ਲੋਕਾਂ ਵਿਚਕਾਰ ਇੱਕ ਸਪਸ਼ਟ ਰੇਖਾ ਖਿੱਚਦਾ ਹੈ।: [634, 462, 871, 544]
- magenta-mark-icon: [967, 2390, 975, 2410]
- story-body: ਅਮ੍ਰਿਤਸਰ, 6 ਅਕਤੂਬਰ - ਪਿੰਡ ਵਿਦਿਆਰਥਣ ਨੂੰ ਪ੍ਰਵਾਸੀ ਪੰਜਾਬੀ ਦਾਨੀ ਪਰਿਵਾਰ ਵੱਲੋਂ ਲੈਪਟਾਪ ਭੇਂਟ ਕੀਤਾ ਗਿਆ। ਇਸ ਮੌਕੇ ਪਰਿਵਾਰ ਦੇ ਮੈਂਬਰਾਂ ਨੇ ਕਿਹਾ ਕਿ ਸਿੱਖਿਆ ਹਰ ਬੱਚੇ ਦਾ ਹੱਕ ਹੈ।: [8, 945, 362, 970]
- headline[interactable]: ਅਕਾਲੀ ਦਲ ਅੰਮ੍ਰਿਤਸਰ ਦੇ ਸੀਨੀਅਰ ਆਗੂ ਰਾਜ ਜਤਿੰਦਰ ਸਿੰਘ (ਬਿੱਟੂ) ਨੇ ਸਾਰੇ ਅਹੁਦਿਆਂ ਤੋਂ ਦਿੱਤਾ ਅਸਤੀਫਾ: [15, 1256, 355, 1323]
